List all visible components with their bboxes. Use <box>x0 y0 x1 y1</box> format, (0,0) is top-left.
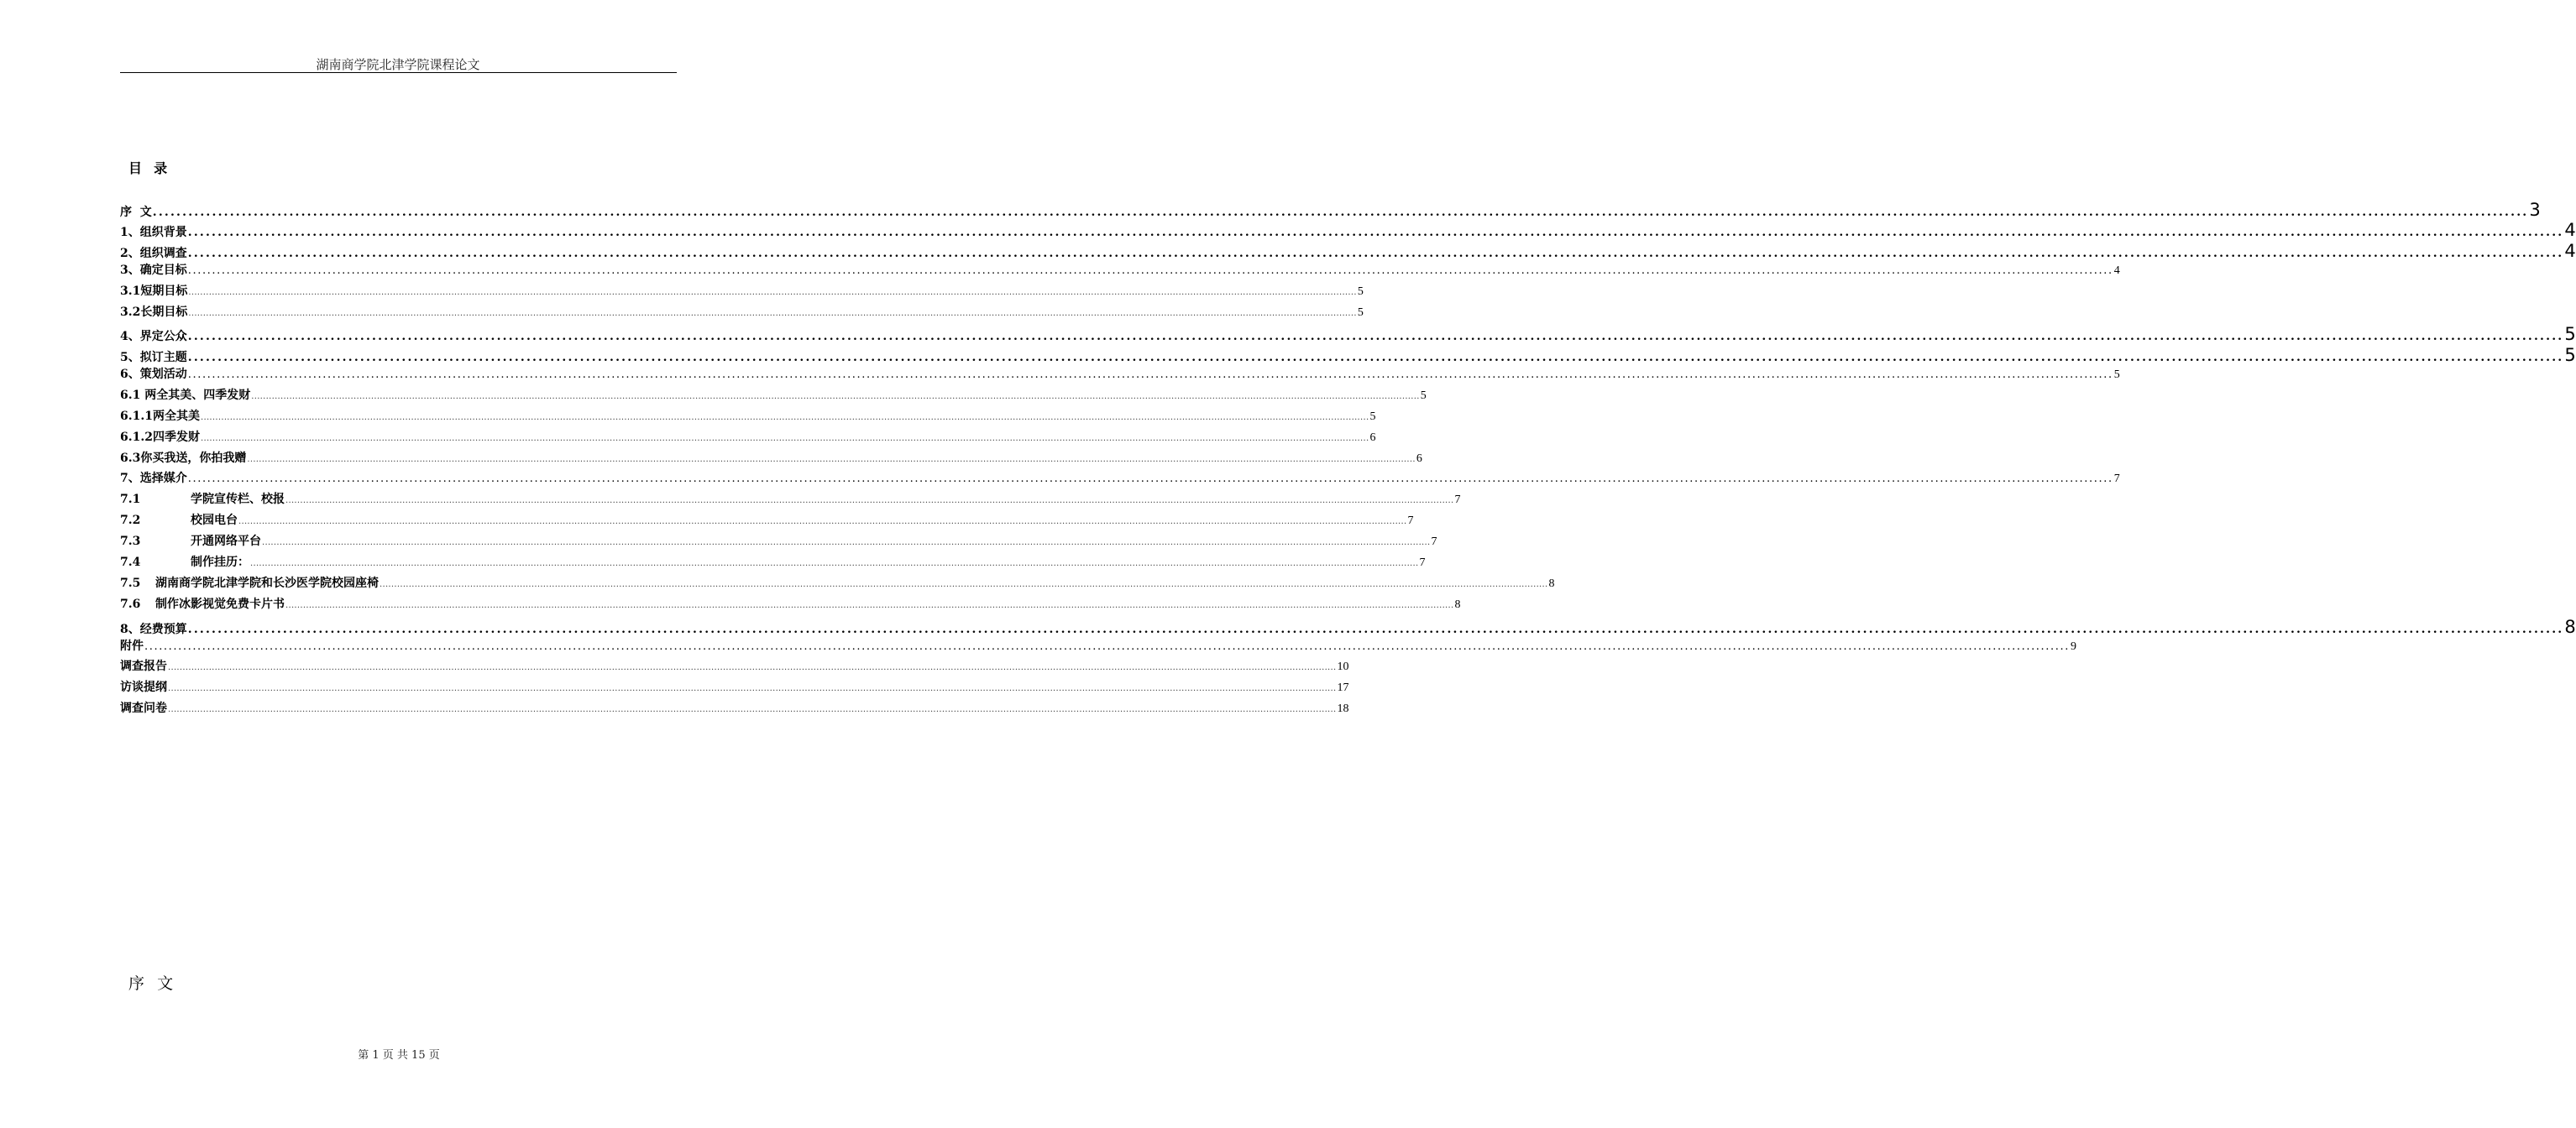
toc-entry-page-number: 10 <box>1337 661 1349 673</box>
toc-entry[interactable] <box>120 282 1364 299</box>
toc-entry-label <box>120 327 187 344</box>
toc-leader-dots: ................................................................................................................................................................................................................................................................................................................................................................................................................ <box>200 434 1369 443</box>
toc-entry-text: 校园电台 <box>191 514 238 527</box>
toc-entry[interactable] <box>120 511 1414 528</box>
toc-entry-label <box>120 532 261 549</box>
toc-entry-text: 4、界定公众 <box>120 330 187 343</box>
page-footer: 第 1 页 共 15 页 <box>358 1049 440 1062</box>
toc-entry-label <box>120 282 187 299</box>
toc-entry-text: 3、确定目标 <box>120 264 187 277</box>
toc-leader-dots: ................................................................................................................................................................................................................................................................................................................................................................................................................ <box>188 288 1357 297</box>
toc-entry-label <box>120 620 187 637</box>
toc-leader-dots: ................................................................................................................................................................................................................................................................................................................................................................................................................ <box>187 351 2564 364</box>
toc-entry-text: 调查问卷 <box>120 702 167 715</box>
toc-entry-text: 7、选择媒介 <box>120 472 187 485</box>
toc-entry-page-number: 7 <box>2113 473 2120 485</box>
toc-entry-page-number: 4 <box>2564 241 2576 261</box>
toc-entry-text: 开通网络平台 <box>191 535 261 548</box>
toc-entry[interactable] <box>120 386 1427 403</box>
toc-entry[interactable] <box>120 407 1376 424</box>
toc-entry-label <box>120 348 187 365</box>
toc-entry[interactable] <box>120 469 2120 486</box>
toc-leader-dots: ................................................................................................................................................................................................................................................................................................................................................................................................................ <box>187 623 2564 636</box>
toc-entry[interactable] <box>120 324 2576 344</box>
preface-heading: 序 文 <box>128 974 175 993</box>
toc-entry-page-number: 8 <box>2564 617 2576 637</box>
toc-entry-page-number: 18 <box>1337 702 1349 715</box>
toc-entry-label <box>120 657 167 674</box>
toc-leader-dots: ................................................................................................................................................................................................................................................................................................................................................................................................................ <box>144 640 2070 653</box>
toc-entry-label <box>120 699 167 716</box>
toc-entry-page-number: 8 <box>1548 577 1555 590</box>
toc-entry-text: 2、组织调查 <box>120 247 187 260</box>
page-header-title: 湖南商学院北津学院课程论文 <box>316 57 480 72</box>
toc-entry-label <box>120 469 187 486</box>
toc-entry-text: 附件 <box>120 640 144 653</box>
toc-entry[interactable] <box>120 595 1461 612</box>
toc-leader-dots: ................................................................................................................................................................................................................................................................................................................................................................................................................ <box>285 601 1454 610</box>
toc-entry[interactable] <box>120 699 1349 716</box>
toc-leader-dots: ................................................................................................................................................................................................................................................................................................................................................................................................................ <box>168 663 1337 672</box>
toc-entry-page-number: 5 <box>1369 410 1376 423</box>
toc-entry-page-number: 17 <box>1337 682 1349 694</box>
toc-entry-number: 7.5 <box>120 577 141 590</box>
toc-leader-dots: ................................................................................................................................................................................................................................................................................................................................................................................................................ <box>187 330 2564 343</box>
toc-entry-label <box>120 386 250 403</box>
toc-entry-page-number: 5 <box>2564 345 2576 365</box>
toc-leader-dots: ................................................................................................................................................................................................................................................................................................................................................................................................................ <box>168 705 1337 714</box>
toc-leader-dots: ................................................................................................................................................................................................................................................................................................................................................................................................................ <box>262 538 1431 547</box>
toc-entry[interactable] <box>120 241 2576 261</box>
toc-entry-page-number: 3 <box>2529 200 2541 220</box>
header-rule <box>120 72 677 73</box>
toc-entry-text: 1、组织背景 <box>120 226 187 239</box>
toc-entry[interactable] <box>120 490 1461 507</box>
toc-leader-dots: ................................................................................................................................................................................................................................................................................................................................................................................................................ <box>251 392 1420 401</box>
toc-entry-page-number: 5 <box>2113 368 2120 381</box>
toc-entry[interactable] <box>120 303 1364 320</box>
toc-entry[interactable] <box>120 428 1376 445</box>
toc-entry[interactable] <box>120 678 1349 695</box>
toc-entry[interactable] <box>120 345 2576 365</box>
toc-leader-dots: ................................................................................................................................................................................................................................................................................................................................................................................................................ <box>247 455 1416 464</box>
toc-leader-dots: ................................................................................................................................................................................................................................................................................................................................................................................................................ <box>238 517 1407 526</box>
toc-entry-text: 6.1.2四季发财 <box>120 431 200 444</box>
toc-entry-page-number: 5 <box>1357 306 1364 319</box>
toc-entry-label <box>120 449 246 466</box>
toc-entry-label <box>120 223 187 240</box>
toc-entry[interactable] <box>120 200 2541 220</box>
toc-entry-label <box>120 511 238 528</box>
toc-entry-text: 3.1短期目标 <box>120 285 188 298</box>
toc-entry-label <box>120 261 187 278</box>
toc-entry-label <box>120 407 200 424</box>
toc-entry-text: 6.3你买我送，你拍我赠 <box>120 452 247 465</box>
toc-entry-text: 8、经费预算 <box>120 623 187 636</box>
toc-entry-page-number: 4 <box>2564 220 2576 240</box>
toc-entry-label <box>120 303 187 320</box>
toc-entry-label <box>120 553 249 570</box>
toc-entry[interactable] <box>120 365 2120 382</box>
toc-entry-label <box>120 203 152 220</box>
toc-entry-number: 7.4 <box>120 556 141 569</box>
toc-entry[interactable] <box>120 261 2120 278</box>
toc-entry-text: 6.1.1两全其美 <box>120 410 200 423</box>
toc-entry[interactable] <box>120 637 2076 654</box>
toc-entry-page-number: 6 <box>1369 431 1376 444</box>
toc-entry-page-number: 8 <box>1454 598 1461 611</box>
toc-entry-number: 7.1 <box>120 493 141 506</box>
toc-entry-text: 6、策划活动 <box>120 368 187 381</box>
toc-heading: 目 录 <box>128 160 169 176</box>
toc-entry-page-number: 5 <box>2564 324 2576 344</box>
toc-entry-label <box>120 595 285 612</box>
toc-entry-text: 制作挂历： <box>191 556 249 569</box>
toc-entry-number: 7.6 <box>120 598 141 611</box>
toc-entry-text: 5、拟订主题 <box>120 351 187 364</box>
toc-entry-label <box>120 365 187 382</box>
toc-entry[interactable] <box>120 574 1555 591</box>
toc-entry[interactable] <box>120 657 1349 674</box>
toc-leader-dots: ................................................................................................................................................................................................................................................................................................................................................................................................................ <box>168 684 1337 693</box>
toc-entry-page-number: 7 <box>1431 535 1437 548</box>
toc-entry-label <box>120 244 187 261</box>
toc-entry-text: 学院宣传栏、校报 <box>191 493 285 506</box>
toc-leader-dots: ................................................................................................................................................................................................................................................................................................................................................................................................................ <box>187 368 2113 381</box>
toc-entry-text: 访谈提纲 <box>120 681 167 694</box>
toc-entry-text: 3.2长期目标 <box>120 306 188 319</box>
toc-entry-label <box>120 574 379 591</box>
toc-leader-dots: ................................................................................................................................................................................................................................................................................................................................................................................................................ <box>250 559 1419 568</box>
toc-leader-dots: ................................................................................................................................................................................................................................................................................................................................................................................................................ <box>187 226 2564 239</box>
toc-leader-dots: ................................................................................................................................................................................................................................................................................................................................................................................................................ <box>200 413 1369 422</box>
toc-entry-page-number: 5 <box>1357 285 1364 298</box>
toc-entry-page-number: 7 <box>1407 514 1414 527</box>
toc-entry[interactable] <box>120 617 2576 637</box>
toc-entry-page-number: 7 <box>1419 556 1426 569</box>
toc-entry-text: 6.1 两全其美、四季发财 <box>120 389 251 402</box>
toc-entry-page-number: 7 <box>1454 494 1461 506</box>
toc-leader-dots: ................................................................................................................................................................................................................................................................................................................................................................................................................ <box>285 496 1454 505</box>
toc-entry-number: 7.3 <box>120 535 141 548</box>
toc-entry-label <box>120 428 200 445</box>
toc-entry-text: 湖南商学院北津学院和长沙医学院校园座椅 <box>155 577 379 590</box>
toc-entry-page-number: 9 <box>2070 640 2076 653</box>
toc-entry-text: 制作冰影视觉免费卡片书 <box>155 598 285 611</box>
toc-entry-text: 序 文 <box>120 206 152 219</box>
toc-entry[interactable] <box>120 553 1426 570</box>
toc-entry-label <box>120 678 167 695</box>
toc-leader-dots: ................................................................................................................................................................................................................................................................................................................................................................................................................ <box>187 247 2564 260</box>
toc-leader-dots: ................................................................................................................................................................................................................................................................................................................................................................................................................ <box>187 473 2113 485</box>
toc-entry-label <box>120 637 144 654</box>
toc-entry-number: 7.2 <box>120 514 141 527</box>
toc-entry[interactable] <box>120 532 1437 549</box>
toc-entry[interactable] <box>120 220 2576 240</box>
toc-leader-dots: ................................................................................................................................................................................................................................................................................................................................................................................................................ <box>380 580 1548 589</box>
toc-leader-dots: ................................................................................................................................................................................................................................................................................................................................................................................................................ <box>188 309 1357 318</box>
toc-entry-label <box>120 490 285 507</box>
toc-entry-text: 调查报告 <box>120 660 167 673</box>
toc-leader-dots: ................................................................................................................................................................................................................................................................................................................................................................................................................ <box>187 264 2113 277</box>
toc-leader-dots: ................................................................................................................................................................................................................................................................................................................................................................................................................ <box>152 206 2529 219</box>
toc-entry[interactable] <box>120 449 1422 466</box>
toc-entry-page-number: 4 <box>2113 264 2120 277</box>
toc-entry-page-number: 6 <box>1416 452 1422 465</box>
toc-entry-page-number: 5 <box>1420 389 1427 402</box>
